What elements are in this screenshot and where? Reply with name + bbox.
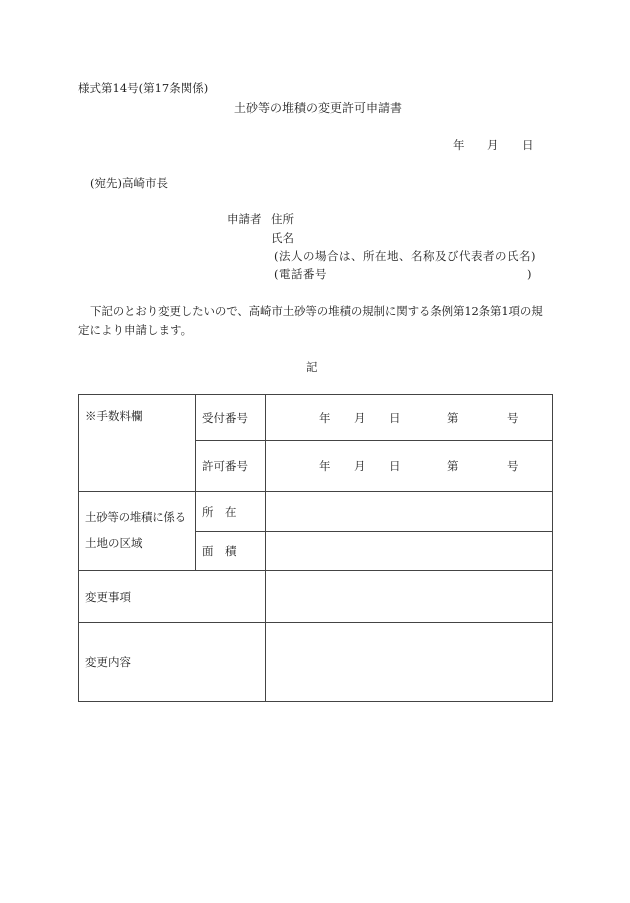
permit-dai-label: 第 bbox=[447, 459, 459, 473]
location-field[interactable] bbox=[266, 492, 553, 532]
change-content-label-cell bbox=[79, 623, 266, 702]
change-items-field[interactable] bbox=[266, 571, 553, 623]
body-text-line-1: 下記のとおり変更したいので、高崎市土砂等の堆積の規制に関する条例第12条第1項の規 bbox=[90, 304, 543, 318]
area-label-cell bbox=[196, 532, 266, 571]
change-items-label: 変更事項 bbox=[85, 589, 131, 604]
receipt-gou-label: 号 bbox=[507, 410, 519, 425]
permit-number-label: 許可番号 bbox=[202, 459, 248, 473]
application-table bbox=[78, 394, 553, 702]
change-content-label: 変更内容 bbox=[85, 655, 131, 669]
form-number: 様式第14号(第17条関係) bbox=[78, 81, 209, 95]
fee-label-cell bbox=[79, 395, 196, 492]
location-label-cell bbox=[196, 492, 266, 532]
receipt-month-label: 月 bbox=[354, 410, 366, 425]
receipt-number-label-cell bbox=[196, 395, 266, 441]
change-content-field[interactable] bbox=[266, 623, 553, 702]
corporate-note: (法人の場合は、所在地、名称及び代表者の氏名) bbox=[274, 249, 536, 263]
permit-year-label: 年 bbox=[319, 459, 331, 473]
date-year-label: 年 bbox=[453, 138, 465, 152]
receipt-number-field[interactable] bbox=[266, 395, 553, 441]
change-items-label-cell bbox=[79, 571, 266, 623]
permit-month-label: 月 bbox=[354, 459, 366, 473]
ki-heading: 記 bbox=[306, 360, 318, 374]
receipt-day-label: 日 bbox=[389, 410, 401, 425]
applicant-name-label: 氏名 bbox=[271, 231, 294, 245]
area-label: 面 積 bbox=[202, 544, 237, 558]
date-month-label: 月 bbox=[487, 138, 499, 152]
receipt-year-label: 年 bbox=[319, 410, 331, 425]
body-text-line-2: 定により申請します。 bbox=[78, 323, 193, 337]
land-area-label-line-2: 土地の区域 bbox=[85, 536, 143, 550]
phone-label: (電話番号 bbox=[274, 267, 327, 281]
receipt-number-label: 受付番号 bbox=[202, 410, 248, 425]
permit-gou-label: 号 bbox=[507, 459, 519, 473]
permit-day-label: 日 bbox=[389, 459, 401, 473]
area-field[interactable] bbox=[266, 532, 553, 571]
applicant-address-label: 住所 bbox=[271, 212, 294, 226]
permit-number-field[interactable] bbox=[266, 441, 553, 492]
applicant-label: 申請者 bbox=[227, 212, 262, 226]
phone-close-paren: ) bbox=[527, 267, 532, 281]
fee-label: ※手数料欄 bbox=[85, 409, 143, 423]
land-area-label-line-1: 土砂等の堆積に係る bbox=[85, 510, 186, 524]
location-label: 所 在 bbox=[202, 504, 237, 519]
document-title: 土砂等の堆積の変更許可申請書 bbox=[234, 101, 403, 115]
permit-number-label-cell bbox=[196, 441, 266, 492]
receipt-dai-label: 第 bbox=[447, 410, 459, 425]
addressee: (宛先)高崎市長 bbox=[90, 176, 168, 190]
date-day-label: 日 bbox=[522, 138, 534, 152]
land-area-label-cell bbox=[79, 492, 196, 571]
